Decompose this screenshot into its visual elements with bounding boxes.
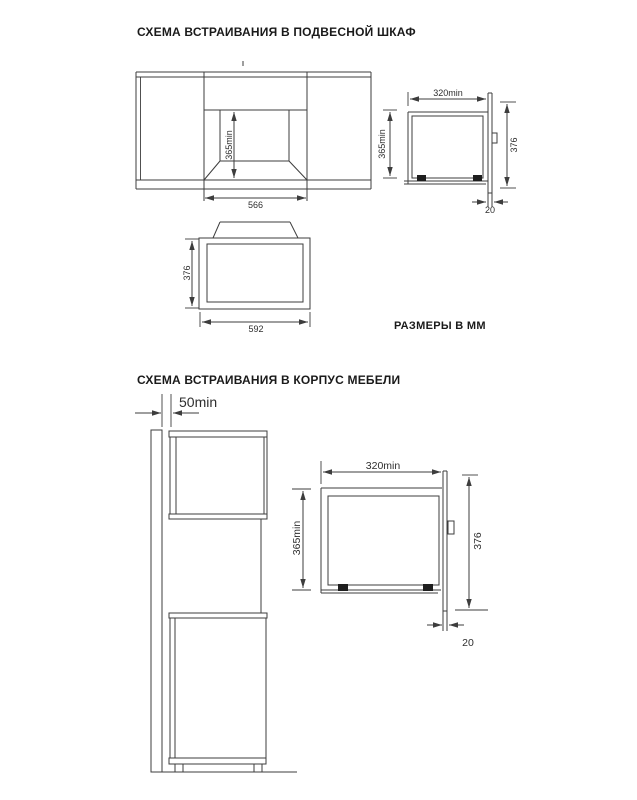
dim-label-front-height: 376 (472, 532, 484, 550)
dimension-front-height (500, 102, 519, 188)
diagram-tall-cabinet-side-view (291, 460, 488, 649)
cabinet-shelf (169, 613, 267, 618)
dim-label-niche-height: 365min (291, 520, 303, 556)
section-title-furniture-body: СХЕМА ВСТРАИВАНИЯ В КОРПУС МЕБЕЛИ (137, 373, 401, 387)
dimension-front-height (455, 475, 488, 610)
cabinet-bottom-rail (169, 758, 266, 764)
dim-label-width: 592 (248, 324, 264, 334)
cabinet-shelf (169, 514, 267, 519)
oven-body (412, 116, 483, 178)
dim-label-niche-height: 365min (377, 129, 387, 159)
dim-label-niche-width: 566 (247, 200, 264, 210)
oven-body (328, 496, 439, 585)
wall-hatching (151, 430, 162, 772)
diagram-wall-cabinet-front-view (136, 61, 371, 210)
oven-foot (473, 175, 482, 181)
cabinet-top-rail (169, 431, 267, 437)
dimension-front-gap (472, 202, 508, 215)
dim-label-depth: 320min (433, 88, 463, 98)
dim-label-wall-gap: 50min (179, 394, 218, 410)
dimension-height (182, 239, 199, 308)
dim-label-front-gap: 20 (462, 637, 474, 649)
units-note: РАЗМЕРЫ В ММ (394, 320, 486, 332)
dimension-wall-gap (135, 394, 217, 427)
oven-foot (417, 175, 426, 181)
door-handle (492, 133, 497, 143)
diagram-oven-front-view (182, 222, 310, 334)
oven-door (207, 244, 303, 302)
diagram-tall-cabinet-view (135, 394, 297, 772)
diagram-wall-cabinet-side-view (377, 88, 519, 215)
dim-label-depth: 320min (365, 460, 401, 472)
dimension-niche-width (205, 198, 306, 210)
dimension-depth (408, 88, 486, 106)
door-handle (448, 521, 454, 534)
dimension-niche-height (291, 489, 311, 590)
cabinet-foot (254, 764, 262, 772)
dim-label-niche-height: 365min (224, 130, 234, 160)
dim-label-front-height: 376 (509, 137, 519, 153)
dimension-width (200, 312, 310, 334)
dimension-depth (321, 460, 441, 484)
cabinet-foot (175, 764, 183, 772)
dim-label-front-gap: 20 (484, 205, 496, 215)
dimension-niche-height (377, 110, 397, 178)
oven-foot (338, 584, 348, 591)
dimension-niche-height (224, 112, 234, 178)
oven-foot (423, 584, 433, 591)
oven-frame (199, 238, 310, 309)
section-title-wall-cabinet: СХЕМА ВСТРАИВАНИЯ В ПОДВЕСНОЙ ШКАФ (137, 25, 416, 39)
dimension-front-gap (427, 625, 474, 649)
dim-label-height: 376 (182, 265, 192, 281)
